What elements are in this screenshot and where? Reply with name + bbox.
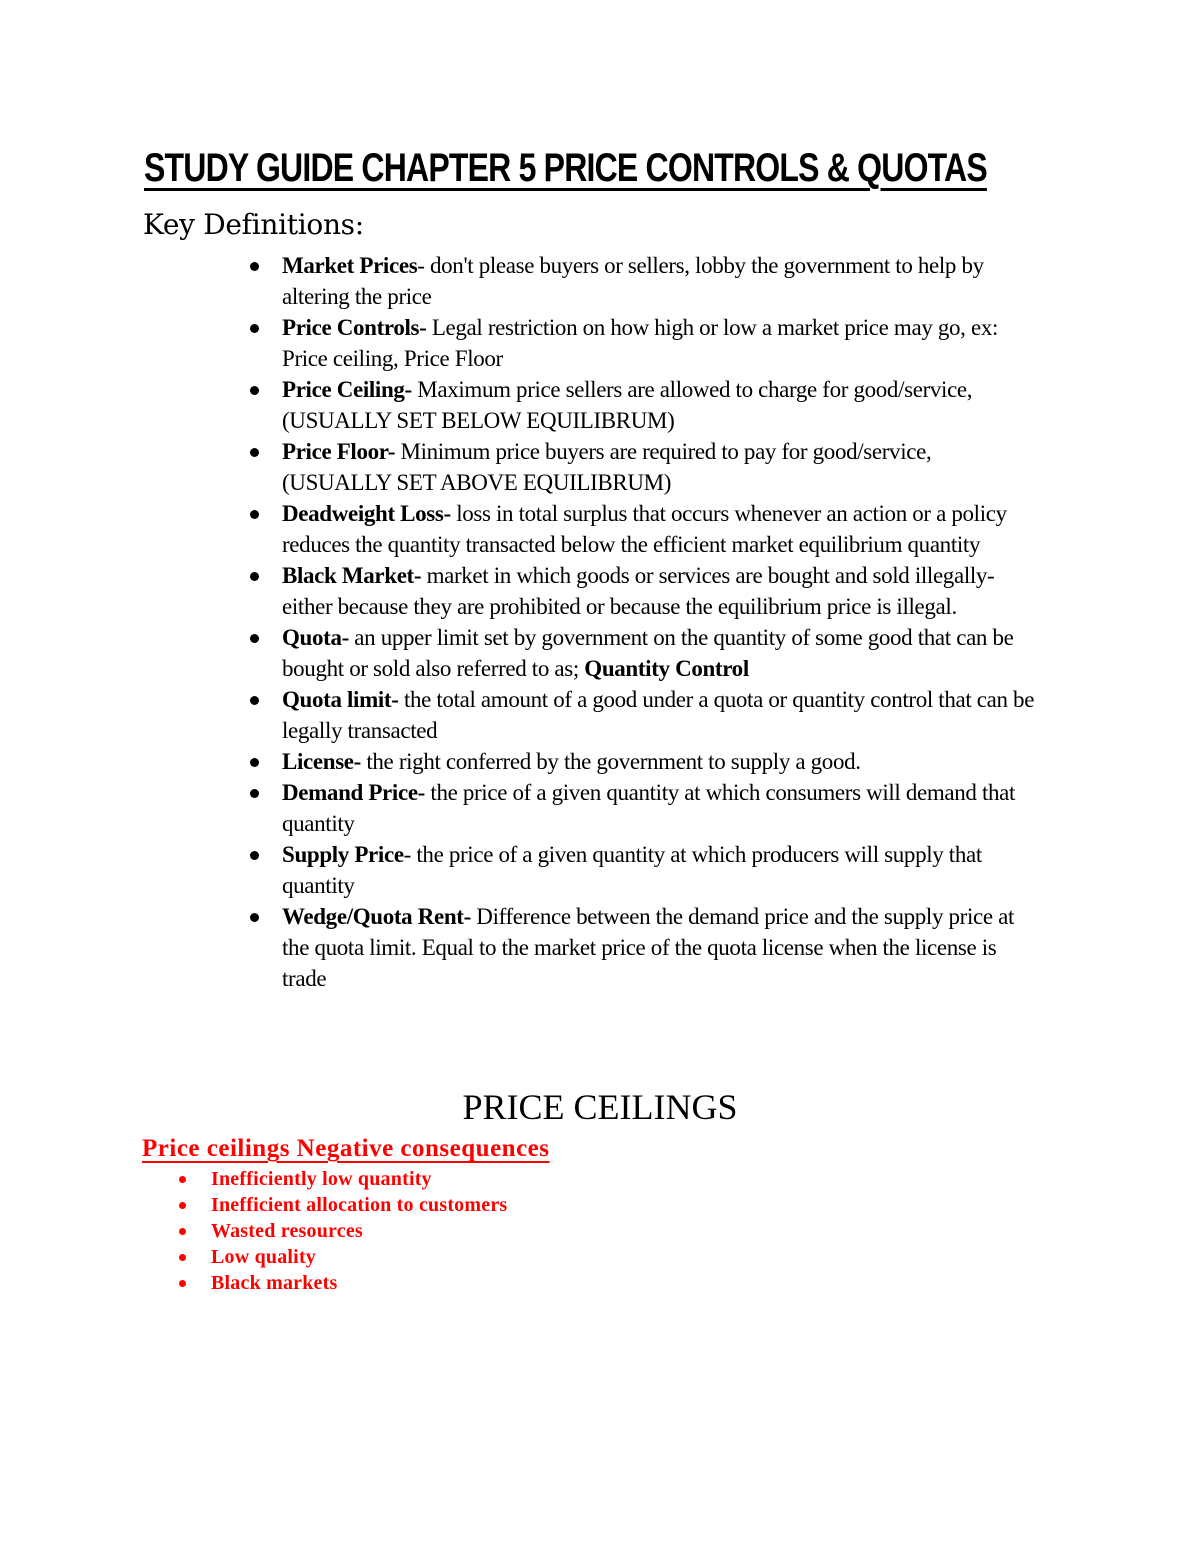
bullet-icon [250, 572, 259, 581]
definition-term: Price Ceiling- [282, 377, 412, 402]
definition-item [243, 436, 1043, 498]
consequence-text: Black markets [211, 1272, 338, 1294]
definition-item [243, 312, 1043, 374]
bullet-icon [250, 758, 259, 767]
definition-item [243, 374, 1043, 436]
definition-term: Deadweight Loss- [282, 501, 451, 526]
definition-text: the total amount of a good under a quota or quantity control that can be legally transacted [282, 687, 1035, 743]
definition-term: Supply Price [282, 842, 404, 867]
bullet-icon [179, 1280, 186, 1287]
definition-text: an upper limit set by government on the quantity of some good that can be bought or sold also referred to as; [282, 625, 1014, 681]
price-ceilings-heading: PRICE CEILINGS [462, 1087, 738, 1127]
definition-text: Legal restriction on how high or low a market price may go, ex: Price ceiling, Price Floor [282, 315, 999, 371]
definition-item [243, 560, 1043, 622]
consequence-item [174, 1192, 507, 1218]
bullet-icon [250, 789, 259, 798]
definition-term: Black Market- [282, 563, 422, 588]
definition-item [243, 684, 1043, 746]
definition-item [243, 901, 1043, 994]
bullet-icon [179, 1254, 186, 1261]
definition-text: the price of a given quantity at which consumers will demand that quantity [282, 780, 1016, 836]
bullet-icon [250, 851, 259, 860]
bullet-icon [250, 386, 259, 395]
definition-text: - the price of a given quantity at which producers will supply that quantity [282, 842, 982, 898]
definition-text: - don't please buyers or sellers, lobby the government to help by altering the price [282, 253, 984, 309]
bullet-icon [250, 634, 259, 643]
definition-item [243, 498, 1043, 560]
definition-term: Quota limit- [282, 687, 399, 712]
definition-term: Demand Price- [282, 780, 425, 805]
definition-term: Price Controls- [282, 315, 427, 340]
bullet-icon [179, 1202, 186, 1209]
bullet-icon [250, 913, 259, 922]
definition-item [243, 746, 1043, 777]
definition-term: Wedge/Quota Rent- [282, 904, 471, 929]
definition-term: Price Floor- [282, 439, 396, 464]
consequence-item [174, 1218, 507, 1244]
definition-item [243, 250, 1043, 312]
consequences-list [174, 1166, 507, 1296]
definition-item [243, 622, 1043, 684]
definitions-list [243, 250, 1043, 994]
definition-text: Difference between the demand price and the supply price at the quota limit. Equal to the market price of the quota license when the license is trade [282, 904, 1015, 991]
definition-extra-term: Quantity Control [584, 656, 749, 681]
definition-term: Quota- [282, 625, 349, 650]
definition-text: Maximum price sellers are allowed to charge for good/service, (USUALLY SET BELOW EQUILIBRUM) [282, 377, 973, 433]
definition-term: Market Prices [282, 253, 418, 278]
document-title: STUDY GUIDE CHAPTER 5 PRICE CONTROLS & QUOTAS [144, 146, 987, 190]
consequence-item [174, 1166, 507, 1192]
consequence-text: Inefficient allocation to customers [211, 1194, 508, 1216]
consequence-text: Wasted resources [211, 1220, 363, 1242]
definition-text: the right conferred by the government to supply a good. [360, 749, 861, 774]
key-definitions-heading: Key Definitions: [143, 208, 364, 241]
consequence-item [174, 1244, 507, 1270]
bullet-icon [179, 1228, 186, 1235]
bullet-icon [250, 510, 259, 519]
bullet-icon [250, 696, 259, 705]
definition-text: market in which goods or services are bought and sold illegally- either because they are prohibited or because the equilibrium price is illegal. [282, 563, 995, 619]
bullet-icon [250, 448, 259, 457]
bullet-icon [250, 324, 259, 333]
negative-consequences-heading: Price ceilings Negative consequences [142, 1135, 550, 1162]
consequence-text: Low quality [211, 1246, 317, 1268]
bullet-icon [179, 1176, 186, 1183]
definition-term: License- [282, 749, 361, 774]
definition-item [243, 839, 1043, 901]
definition-text: loss in total surplus that occurs whenever an action or a policy reduces the quantity transacted below the efficient market equilibrium quantity [282, 501, 1007, 557]
consequence-item [174, 1270, 507, 1296]
definition-item [243, 777, 1043, 839]
definition-text: Minimum price buyers are required to pay for good/service, (USUALLY SET ABOVE EQUILIBRUM) [282, 439, 932, 495]
consequence-text: Inefficiently low quantity [211, 1168, 432, 1190]
bullet-icon [250, 262, 259, 271]
